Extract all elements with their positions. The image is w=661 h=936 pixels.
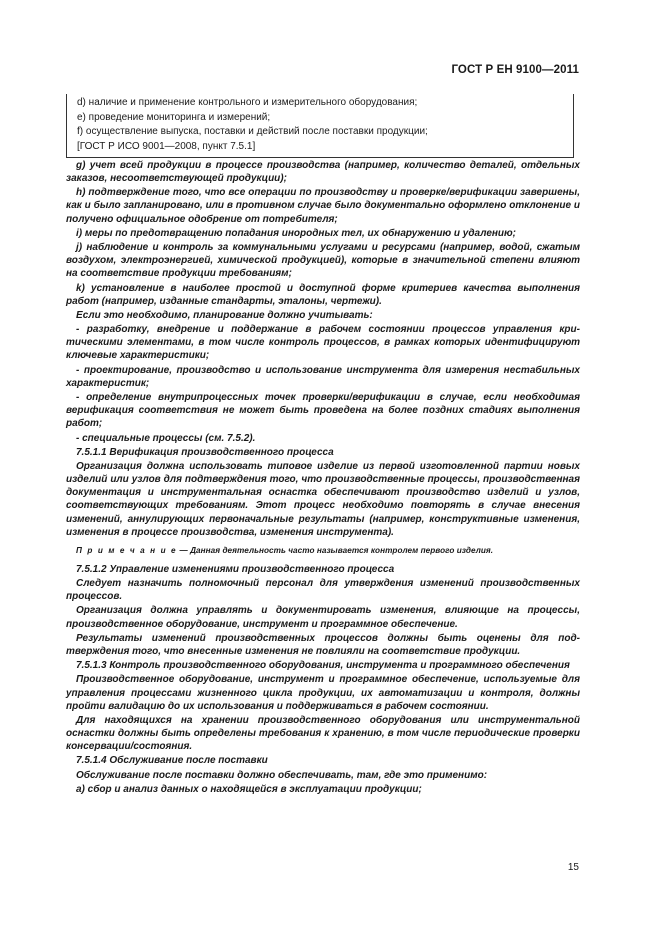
paragraph: i) меры по предотвращению попадания инородных тел, их обнаружению и удалению;: [76, 227, 517, 239]
paragraph: Для находящихся на хранении производственного оборудования или инструментальной оснастки должны быть определены требования к хранению, в том числе периодические проверки консервации/состояния.: [66, 714, 580, 753]
quoted-requirements-box: [66, 94, 574, 158]
section-heading: 7.5.1.1 Верификация производственного процесса: [76, 446, 334, 458]
page-number: 15: [567, 862, 579, 873]
paragraph: Следует назначить полномочный персонал для утверждения изменений производственных процессов.: [66, 578, 580, 603]
box-line: d) наличие и применение контрольного и измерительного оборудования;: [77, 97, 418, 108]
box-reference: [ГОСТ Р ИСО 9001—2008, пункт 7.5.1]: [77, 140, 256, 152]
paragraph: - специальные процессы (см. 7.5.2).: [76, 432, 256, 444]
paragraph: - проектирование, производство и использование инструмента для измерения нестабильных характеристик;: [66, 364, 580, 389]
paragraph: a) сбор и анализ данных о находящейся в эксплуатации продукции;: [76, 783, 422, 795]
paragraph: Результаты изменений производственных процессов должны быть оценены для подтверждения того, что внесенные изменения не повлияли на соответствие продукции.: [66, 632, 580, 657]
section-heading: 7.5.1.2 Управление изменениями производственного процесса: [76, 563, 395, 575]
paragraph: Организация должна управлять и документировать изменения, влияющие на процессы, производственное оборудование, инструмент и программное обеспечение.: [66, 605, 580, 630]
paragraph: Производственное оборудование, инструмент и программное обеспечение, используемые для управления процессами жизненного цикла продукции, их автоматизации и контроля, должны пройти валидацию до их использования и поддерживаться в рабочем состоянии.: [66, 674, 580, 712]
box-line: f) осуществление выпуска, поставки и действий после поставки продукции;: [77, 126, 428, 138]
paragraph: Организация должна использовать типовое изделие из первой изготовленной партии новых изделий или узлов для подтверждения того, что производственные процессы, производственная документация и инструментальная оснастка обеспечивают производство изделий и узлов, соответствующих требованиям. Этот процесс необходимо повторять в случае внесения изменений, аннулирующих первоначальные результаты (например, конструктивные изменения, изменения в процессе производства, изменения инструмента).: [66, 461, 580, 538]
paragraph: Если это необходимо, планирование должно учитывать:: [76, 309, 373, 321]
paragraph: j) наблюдение и контроль за коммунальными услугами и ресурсами (например, водой, сжатым воздухом, электроэнергией, химической продукцией), которые в значительной степени влияют на соответствие продукции требованиям;: [66, 242, 580, 280]
paragraph: h) подтверждение того, что все операции по производству и проверке/верификации завершены, как и было запланировано, или в противном случае было документально оформлено отклонение и получено официальное одобрение от потребителя;: [66, 187, 580, 225]
paragraph: - разработку, внедрение и поддержание в рабочем состоянии процессов управления критическими элементами, в том числе контроль процессов, в рамках которых идентифицируют ключевые характеристики;: [66, 324, 580, 362]
paragraph: Обслуживание после поставки должно обеспечивать, там, где это применимо:: [76, 769, 488, 781]
section-heading: 7.5.1.4 Обслуживание после поставки: [76, 755, 268, 767]
note-text: — Данная деятельность часто называется контролем первого изделия.: [177, 545, 494, 555]
standard-header: ГОСТ Р ЕН 9100—2011: [451, 64, 579, 76]
paragraph: g) учет всей продукции в процессе производства (например, количество деталей, отдельных заказов, несоответствующей продукции);: [66, 160, 580, 185]
main-text: [66, 159, 580, 797]
box-line: e) проведение мониторинга и измерений;: [77, 111, 271, 123]
paragraph: k) установление в наиболее простой и доступной форме критериев качества выполнения работ (например, изданные стандарты, эталоны, чертежи).: [66, 282, 580, 307]
note: [66, 544, 580, 557]
paragraph: - определение внутрипроцессных точек проверки/верификации в случае, если необходимая верификация соответствия не может быть проведена на более поздних стадиях выполнения работ;: [66, 392, 580, 430]
section-heading: 7.5.1.3 Контроль производственного оборудования, инструмента и программного обеспечения: [76, 660, 570, 672]
note-label: П р и м е ч а н и е: [76, 545, 178, 555]
